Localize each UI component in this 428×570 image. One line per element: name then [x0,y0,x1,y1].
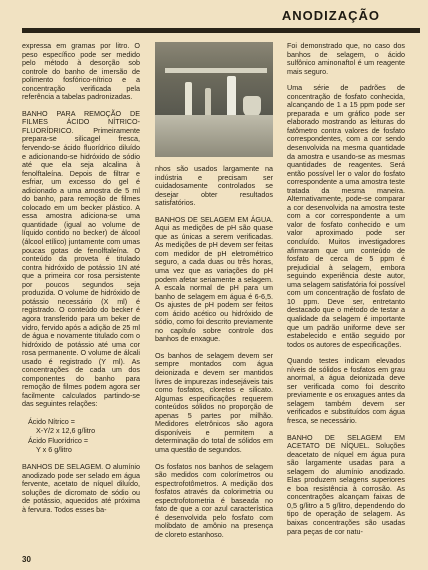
column-1 [22,42,140,522]
paragraph-text: Soluções deacetato de níquel em água pura são largamente usadas para a selagem do alumínio anodizado. Elas produzem selagens superiores e boa resistência à corrosão. As concentrações alcançam faixas de 0,5 g/litro a 5 g/litro, dependendo do tipo de operação de selagem. As baixas concentrações são usadas para peças de cor natu- [287,441,406,536]
formula-line: Y x 6 g/litro [36,445,72,455]
paragraph-text: Aqui as medições de pH são quase que as únicas a serem verificadas. As medições de pH devem ser feitas com medidor de pH eletrométrico seguro, a cada duas ou três horas, uma vez que as variações do pH podem afetar seriamente a selagem. A escala normal de pH para um banho de selagem em água é 6-6,5. Os ajustes de pH podem ser feitos com ácido acético ou hidróxido de sódio, como foi descrito previamente no capítulo sobre controle dos banhos de enxague. [155,223,273,344]
shelf-shape [165,68,267,73]
paragraph [287,434,405,537]
header-rule [22,28,420,33]
paragraph: Uma série de padrões de concentração de fosfato conhecida, alcançando de 1 a 15 ppm pode ser preparada e um gráfico pode ser elaborado mostrando as leituras do fatômetro contra valores de fosfato correspondentes, com a cor sendo desenvolvida na mesma quantidade da amostra e usando-se as mesmas quantidades de reagentes. Será então possível ler o valor do fosfato correspondente a uma amostra teste tratada da mesma maneira. Alternativamente, pode-se comparar a cor desenvolvida na amostra teste com a cor correspondente a um valor de fosfato conhecido e um valor aproximado pode ser concluído. Muitos investigadores afirmaram que um conteúdo de fosfato de cerca de 5 ppm é prejudicial à selagem, embora seguindo experiência deste autor, uma selagem satisfatória foi possível com um concentração de fosfato de 10 ppm. Deve ser, entretanto destacado que o método de testar a qualidade da selagem é importante que um padrão uniforme deve ser estabelecido e então seguido por todos os autores de especificações. [287,83,405,349]
paragraph [155,216,273,344]
page-title: ANODIZAÇÃO [281,8,380,23]
page-header [22,4,420,38]
formula-line: Ácido Fluorídrico = [28,435,89,445]
paragraph: expressa em gramas por litro. O peso específico pode ser medido pelo método à desorção sob controle do banho de imersão de polimento fosfórico-nítrico e a concentração verificada pela referência a tabelas padronizadas. [22,41,140,102]
paragraph: nhos são usados largamente na indústria e precisam ser cuidadosamente controlados se desejar obter resultados satisfatórios. [155,164,273,208]
section-heading: BANHOS DE SELAGEM EM ÁGUA. [155,214,273,224]
formula-line: Ácido Nítrico = [28,416,75,426]
paragraph: Os banhos de selagem devem ser sempre montados com água deionizada e devem ser mantidos livres de impurezas indesejáveis tais como fosfatos, cloretos e silicato. Algumas especificações requerem conteúdos sólidos no proporção de apenas 5 partes por milhão. Medidores eletrônicos são agora disponíveis e permitem a determinação do total de sólidos em uma questão de segundos. [155,350,273,454]
paragraph [22,463,140,514]
formula-block [28,417,140,455]
column-3 [287,42,405,544]
paragraph: Foi demonstrado que, no caso dos banhos de selagem, o ácido sulfônico aminonaftol é um reagente mais seguro. [287,41,405,76]
column-2 [155,42,273,547]
paragraph-text: Primeiramente prepara-se silicagel fresca, fervendo-se ácido fluorídrico diluído e adicionando-se hidróxido de sódio até que ela seja alcalina à fenolftaleína. Depois de filtrar e esfriar, um excesso do gel é adicionado a uma amostra de 5 ml do banho, para remoção de filmes colocado em um becker plástico. A essa amostra adiciona-se uma quantidade (igual ao volume de líquido contido no becker) de álcool (álcool etílico) juntamente com umas poucas gotas de fenolftaleína. O conteúdo da proveta é titulado contra hidróxido de potássio 1N até que a primeira cor rosa persistente por poucos segundos seja produzida. O volume de hidróxido de potássio necessário (X ml) é registrado. O conteúdo do becker é agora transferido para um beker de vidro, fervido após a adição de 25 ml de água e novamente titulado com o hidróxido de potássio até uma cor rosa permanente. O volume de álcali usado é registrado (Y ml). As concentrações de cada um dos componentes do banho para remoção de filmes podem agora ser facilmente calculados partindo-se das seguintes relações: [22,125,140,409]
bench-shape [155,115,273,157]
section-heading: BANHO PARA REMOÇÃO DE FILMES ÁCIDO NÍTRICO-FLUORÍDRICO. [22,108,140,135]
laboratory-photo [155,42,273,157]
paragraph [22,110,140,409]
formula-line: X-Y/2 x 12,6 g/litro [36,426,96,436]
test-tube-shape [227,76,236,120]
page-number: 30 [22,555,31,564]
paragraph: Os fosfatos nos banhos de selagem são medidos com colorímetros ou espectrofotômetros. A medição dos fosfatos através da colorimetria ou espectrofotometria é baseada no fato de que a cor azul característica é desenvolvida pelo fosfato com molibdato de amônio na presença de cloreto estanhoso. [155,461,273,539]
section-heading: BANHO DE SELAGEM EM ACETATO DE NÍQUEL. [287,432,405,451]
paragraph-text: O alumínio anodizado pode ser selado em água fervente, acetato de níquel diluído, soluções de dicromato de sódio ou de potássio, aquecidos até próxima à fervura. Todos esses ba- [22,461,140,514]
paragraph: Quando testes indicam elevados níveis de sólidos e fosfatos em grau anormal, a água deionizada deve ser verificada como foi descrito previamente e os enxagues antes da selagem também devem ser verificados e substituídos com água fresca, se necessário. [287,356,405,425]
section-heading: BANHOS DE SELAGEM. [22,461,104,471]
